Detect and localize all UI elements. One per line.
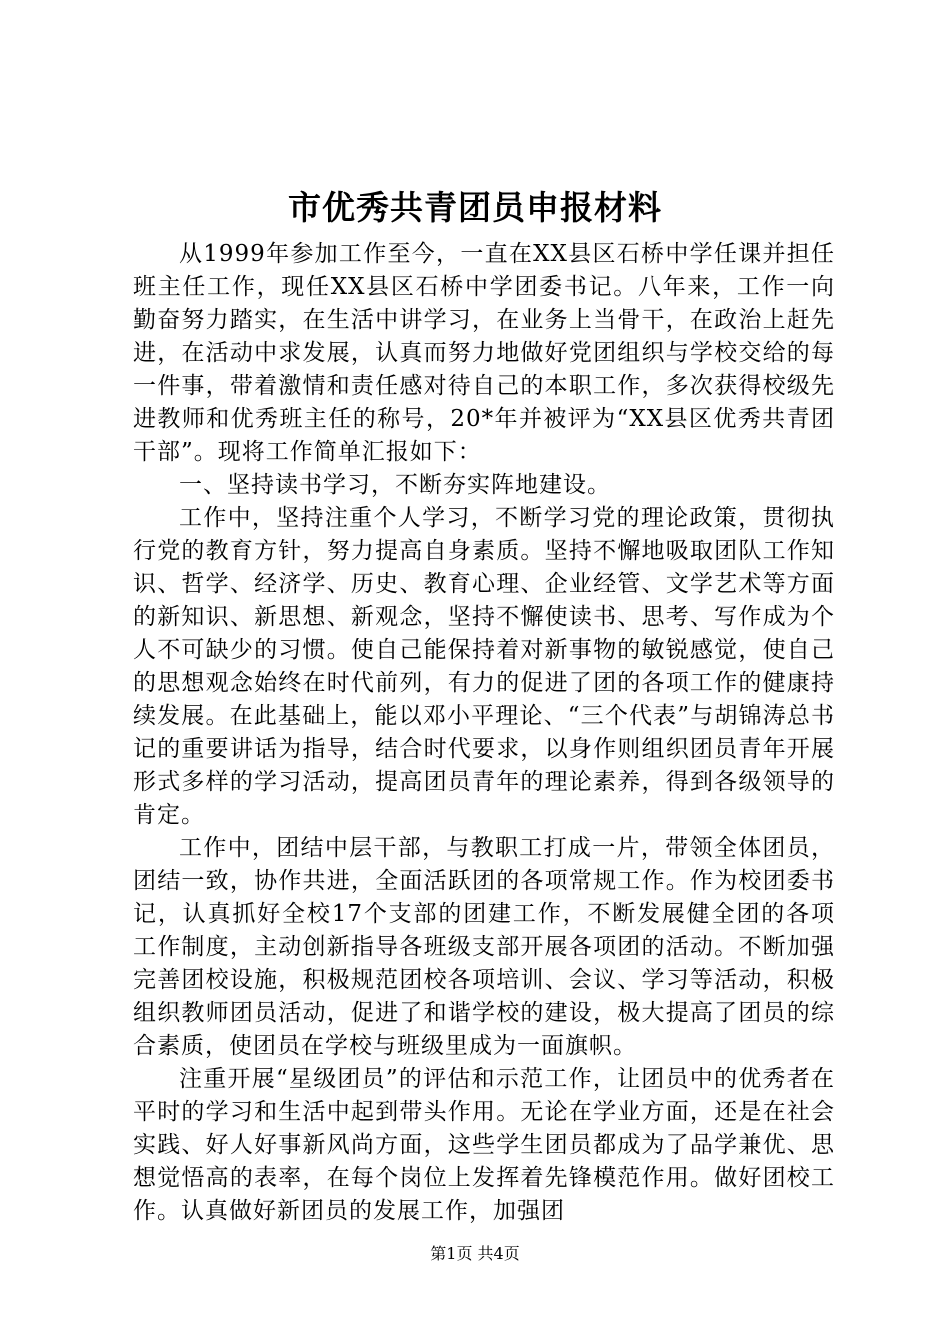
paragraph-star-members: 注重开展“星级团员”的评估和示范工作，让团员中的优秀者在平时的学习和生活中起到带头作用。无论在学业方面，还是在社会实践、好人好事新风尚方面，这些学生团员都成为了品学兼优、思想觉悟高的表率，在每个岗位上发挥着先锋模范作用。做好团校工作。认真做好新团员的发展工作，加强团 bbox=[133, 1066, 835, 1224]
paragraph-intro: 从1999年参加工作至今，一直在XX县区石桥中学任课并担任班主任工作，现任XX县区石桥中学团委书记。八年来，工作一向勤奋努力踏实，在生活中讲学习，在业务上当骨干，在政治上赶先进，在活动中求发展，认真而努力地做好党团组织与学校交给的每一件事，带着激情和责任感对待自己的本职工作，多次获得校级先进教师和优秀班主任的称号，20*年并被评为“XX县区优秀共青团干部”。现将工作简单汇报如下： bbox=[133, 241, 835, 465]
document-body bbox=[133, 238, 835, 1228]
section-heading: 一、坚持读书学习，不断夯实阵地建设。 bbox=[179, 472, 611, 498]
paragraph-teamwork: 工作中，团结中层干部，与教职工打成一片，带领全体团员，团结一致，协作共进，全面活跃团的各项常规工作。作为校团委书记，认真抓好全校17个支部的团建工作，不断发展健全团的各项工作制度，主动创新指导各班级支部开展各项团的活动。不断加强完善团校设施，积极规范团校各项培训、会议、学习等活动，积极组织教师团员活动，促进了和谐学校的建设，极大提高了团员的综合素质，使团员在学校与班级里成为一面旗帜。 bbox=[133, 835, 835, 1059]
document-title: 市优秀共青团员申报材料 bbox=[288, 188, 662, 227]
paragraph-study: 工作中，坚持注重个人学习，不断学习党的理论政策，贯彻执行党的教育方针，努力提高自身素质。坚持不懈地吸取团队工作知识、哲学、经济学、历史、教育心理、企业经管、文学艺术等方面的新知识、新思想、新观念，坚持不懈使读书、思考、写作成为个人不可缺少的习惯。使自己能保持着对新事物的敏锐感觉，使自己的思想观念始终在时代前列，有力的促进了团的各项工作的健康持续发展。在此基础上，能以邓小平理论、“三个代表”与胡锦涛总书记的重要讲话为指导，结合时代要求，以身作则组织团员青年开展形式多样的学习活动，提高团员青年的理论素养，得到各级领导的肯定。 bbox=[133, 505, 835, 828]
page-number: 第1页 共4页 bbox=[430, 1244, 520, 1263]
